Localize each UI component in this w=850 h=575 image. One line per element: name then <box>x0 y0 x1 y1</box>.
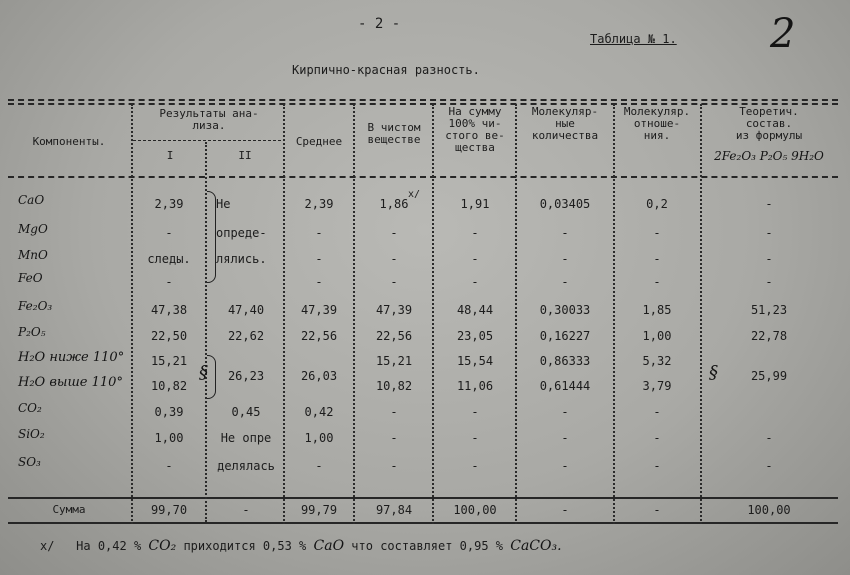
cell-s100: - <box>471 252 479 266</box>
cell-mr: 1,00 <box>642 329 672 343</box>
cell-i: - <box>165 275 173 289</box>
sum-100: 100,00 <box>453 503 497 517</box>
footnote-caco3: CaCO₃. <box>510 538 562 554</box>
cell-mq: - <box>561 459 569 473</box>
cell-mq: 0,30033 <box>539 303 591 317</box>
cell-s100: 11,06 <box>456 379 494 393</box>
row-component: SiO₂ <box>18 427 45 441</box>
cell-s100: - <box>471 405 479 419</box>
cell-mean: - <box>315 275 323 289</box>
header-sum100: На сумму 100% чи- стого ве- щества <box>445 105 505 154</box>
cell-i: 22,50 <box>150 329 188 343</box>
cell-mr: - <box>653 275 661 289</box>
cell-mr: 3,79 <box>642 379 672 393</box>
row-component: CaO <box>18 193 45 207</box>
cell-i: 10,82 <box>150 379 188 393</box>
footnote-text: На 0,42 % <box>76 539 142 553</box>
cell-mr: 1,85 <box>642 303 672 317</box>
cell-th: - <box>765 252 773 266</box>
row-component: CO₂ <box>18 401 42 415</box>
cell-s100: - <box>471 226 479 240</box>
cell-mean: 47,39 <box>300 303 338 317</box>
footnote-marker: x/ <box>408 189 421 200</box>
cell-pure: - <box>390 431 398 445</box>
table-label: Таблица № 1. <box>590 32 677 46</box>
row-component: H₂O ниже 110° <box>18 350 125 365</box>
row-component: FeO <box>18 271 43 285</box>
row-component: MnO <box>18 248 48 262</box>
col-divider <box>131 104 133 524</box>
cell-th: 22,78 <box>750 329 788 343</box>
cell-ii: 47,40 <box>227 303 265 317</box>
cell-mr: - <box>653 431 661 445</box>
cell-i: - <box>165 226 173 240</box>
footnote-text: приходится 0,53 % <box>183 539 307 553</box>
sum-mol-qty: - <box>561 503 569 517</box>
section-sign: § <box>709 362 718 383</box>
footnote-co2: CO₂ <box>148 538 177 554</box>
col-divider <box>283 104 285 524</box>
sum-col1: 99,70 <box>150 503 188 517</box>
cell-mq: 0,03405 <box>539 197 591 211</box>
cell-th: - <box>765 197 773 211</box>
header-results: Результаты ана- лиза. <box>159 107 259 132</box>
header-components: Компоненты. <box>32 135 106 148</box>
sum-theoretical: 100,00 <box>747 503 791 517</box>
water-total-mean: 26,03 <box>300 369 338 383</box>
header-mol-rel: Молекуляр. отноше- ния. <box>623 105 691 142</box>
handwritten-page-mark: 2 <box>770 11 796 57</box>
cell-s100: 48,44 <box>456 303 494 317</box>
cell-pure: 1,86 <box>379 197 409 211</box>
cell-pure: 10,82 <box>375 379 413 393</box>
cell-mean: 1,00 <box>304 431 334 445</box>
cell-ii: Не опре <box>220 431 272 445</box>
cell-mq: 0,61444 <box>539 379 591 393</box>
sum-col2: - <box>242 503 250 517</box>
cell-s100: 1,91 <box>460 197 490 211</box>
cell-i: 2,39 <box>154 197 184 211</box>
cell-mq: - <box>561 252 569 266</box>
cell-mq: - <box>561 226 569 240</box>
cell-mr: - <box>653 226 661 240</box>
top-rule-1 <box>8 99 838 101</box>
cell-mq: 0,86333 <box>539 354 591 368</box>
cell-pure: - <box>390 405 398 419</box>
cell-s100: 23,05 <box>456 329 494 343</box>
cell-ii: Не <box>216 197 231 211</box>
cell-th: 51,23 <box>750 303 788 317</box>
sum-mol-rel: - <box>653 503 661 517</box>
cell-s100: 15,54 <box>456 354 494 368</box>
cell-i: 0,39 <box>154 405 184 419</box>
row-component: P₂O₅ <box>18 325 46 339</box>
cell-mr: - <box>653 459 661 473</box>
cell-mr: - <box>653 405 661 419</box>
cell-mr: - <box>653 252 661 266</box>
cell-pure: 15,21 <box>375 354 413 368</box>
row-component: Fe₂O₃ <box>18 299 53 313</box>
cell-i: следы. <box>147 252 191 266</box>
row-component: SO₃ <box>18 455 41 469</box>
cell-i: 15,21 <box>150 354 188 368</box>
cell-mean: 2,39 <box>304 197 334 211</box>
cell-ii: опреде- <box>216 226 267 240</box>
cell-pure: - <box>390 252 398 266</box>
cell-s100: - <box>471 459 479 473</box>
cell-mean: - <box>315 226 323 240</box>
cell-mean: - <box>315 459 323 473</box>
header-theoretical: Теоретич. состав. из формулы <box>735 105 803 142</box>
cell-mean: - <box>315 252 323 266</box>
cell-s100: - <box>471 431 479 445</box>
table-title: Кирпично-красная разность. <box>292 63 480 77</box>
header-mol-qty: Молекуляр- ные количества <box>531 105 599 142</box>
cell-pure: - <box>390 226 398 240</box>
cell-mr: 0,2 <box>646 197 668 211</box>
cell-mq: - <box>561 431 569 445</box>
cell-pure: - <box>390 275 398 289</box>
header-mean: Среднее <box>295 135 343 148</box>
results-subheader-rule <box>133 140 281 141</box>
cell-mq: - <box>561 275 569 289</box>
footnote <box>40 540 562 553</box>
cell-mr: 5,32 <box>642 354 672 368</box>
header-formula: 2Fe₂O₃ P₂O₅ 9H₂O <box>714 149 824 163</box>
cell-th: - <box>765 459 773 473</box>
cell-ii: 22,62 <box>227 329 265 343</box>
cell-mq: 0,16227 <box>539 329 591 343</box>
row-component: H₂O выше 110° <box>18 375 123 390</box>
brace-not-determined <box>207 191 216 283</box>
cell-i: - <box>165 459 173 473</box>
row-component: MgO <box>18 222 48 236</box>
footnote-cao: CaO <box>313 538 345 554</box>
cell-s100: - <box>471 275 479 289</box>
cell-th: - <box>765 275 773 289</box>
section-sign: § <box>199 362 208 383</box>
sum-label: Сумма <box>52 503 86 516</box>
cell-ii: 0,45 <box>231 405 261 419</box>
cell-mean: 22,56 <box>300 329 338 343</box>
cell-mq: - <box>561 405 569 419</box>
cell-th: - <box>765 226 773 240</box>
footnote-text: что составляет 0,95 % <box>351 539 504 553</box>
water-total-ii: 26,23 <box>227 369 265 383</box>
cell-ii: делялась <box>217 459 275 473</box>
header-col2: II <box>238 149 252 162</box>
cell-pure: 22,56 <box>375 329 413 343</box>
col-divider <box>353 104 355 524</box>
water-total-theoretical: 25,99 <box>750 369 788 383</box>
page-number: - 2 - <box>358 16 401 32</box>
sum-pure: 97,84 <box>375 503 413 517</box>
cell-i: 1,00 <box>154 431 184 445</box>
cell-mean: 0,42 <box>304 405 334 419</box>
footnote-mark: x/ <box>40 539 55 553</box>
header-pure: В чистом веществе <box>367 121 421 146</box>
sum-mean: 99,79 <box>300 503 338 517</box>
cell-pure: 47,39 <box>375 303 413 317</box>
cell-ii: лялись. <box>216 252 267 266</box>
header-col1: I <box>166 149 174 162</box>
cell-pure: - <box>390 459 398 473</box>
cell-i: 47,38 <box>150 303 188 317</box>
cell-th: - <box>765 431 773 445</box>
